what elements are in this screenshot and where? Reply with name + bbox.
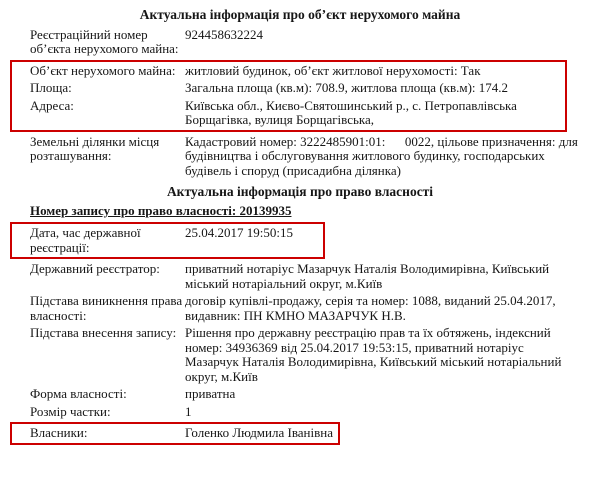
field-value: 924458632224	[185, 26, 263, 42]
field-label: Державний реєстратор:	[30, 261, 160, 276]
field-label: Підстава виникнення права власності:	[30, 293, 183, 323]
field-value: приватний нотаріус Мазарчук Наталія Володимирівна, Київський міський нотаріальний округ, м.Київ	[185, 261, 553, 291]
field-value: Загальна площа (кв.м): 708.9, житлова площа (кв.м): 174.2	[185, 80, 509, 95]
field-row-registration-number	[30, 28, 578, 57]
highlight-box-object-details	[10, 60, 567, 132]
field-value: Кадастровий номер: 3222485901:01: 0022, цільове призначення: для будівництва і обслуговування житлового будинку, господарських будівель і споруд (присадибна ділянка)	[185, 133, 582, 178]
field-label: Дата, час державної реєстрації:	[30, 225, 141, 255]
field-row-ownership-basis	[30, 294, 578, 323]
section-title-property-info: Актуальна інформація про об’єкт нерухомого майна	[139, 7, 461, 22]
field-label: Об’єкт нерухомого майна:	[30, 62, 176, 78]
section-title-ownership-info: Актуальна інформація про право власності	[166, 184, 434, 199]
field-value: житловий будинок, об’єкт житлової нерухомості: Так	[185, 62, 481, 78]
field-value: Рішення про державну реєстрацію прав та їх обтяжень, індексний номер: 34936369 від 25.04.2017 19:53:15, приватний нотаріус Мазарчук Наталія Володимирівна, Київський міський нотаріальний округ, м.Київ	[185, 325, 565, 384]
field-row-land-plots	[30, 133, 582, 179]
field-value: Київська обл., Києво-Святошинський р., с. Петропавлівська Борщагівка, вулиця Борщагівська,	[185, 97, 521, 127]
field-row-share-size	[30, 405, 578, 420]
field-label: Площа:	[30, 80, 72, 95]
field-row-owners	[30, 426, 336, 441]
field-value: 25.04.2017 19:50:15	[185, 225, 293, 240]
field-row-record-basis	[30, 326, 578, 384]
field-row-object	[30, 64, 563, 79]
field-label: Підстава внесення запису:	[30, 325, 177, 340]
field-row-area	[30, 81, 563, 96]
field-value: приватна	[185, 386, 236, 401]
ownership-record-number-line: Номер запису про право власності: 20139935	[30, 202, 292, 218]
field-row-ownership-form	[30, 387, 578, 402]
highlight-box-owners	[10, 422, 340, 445]
field-label: Земельні ділянки місця розташування:	[30, 133, 160, 163]
field-label: Власники:	[30, 425, 88, 440]
field-row-address	[30, 99, 563, 128]
field-value: Голенко Людмила Іванівна	[185, 425, 333, 440]
field-label: Реєстраційний номер об’єкта нерухомого майна:	[30, 26, 179, 56]
field-label: Адреса:	[30, 97, 74, 113]
field-value: договір купівлі-продажу, серія та номер: 1088, виданий 25.04.2017, видавник: ПН КМНО МАЗАРЧУК Н.В.	[185, 293, 559, 323]
highlight-box-registration-date	[10, 222, 325, 259]
field-label: Розмір частки:	[30, 403, 111, 419]
field-label: Форма власності:	[30, 386, 127, 401]
field-row-registration-datetime	[30, 226, 321, 255]
field-row-registrar	[30, 262, 578, 291]
field-value: 1	[185, 403, 192, 419]
